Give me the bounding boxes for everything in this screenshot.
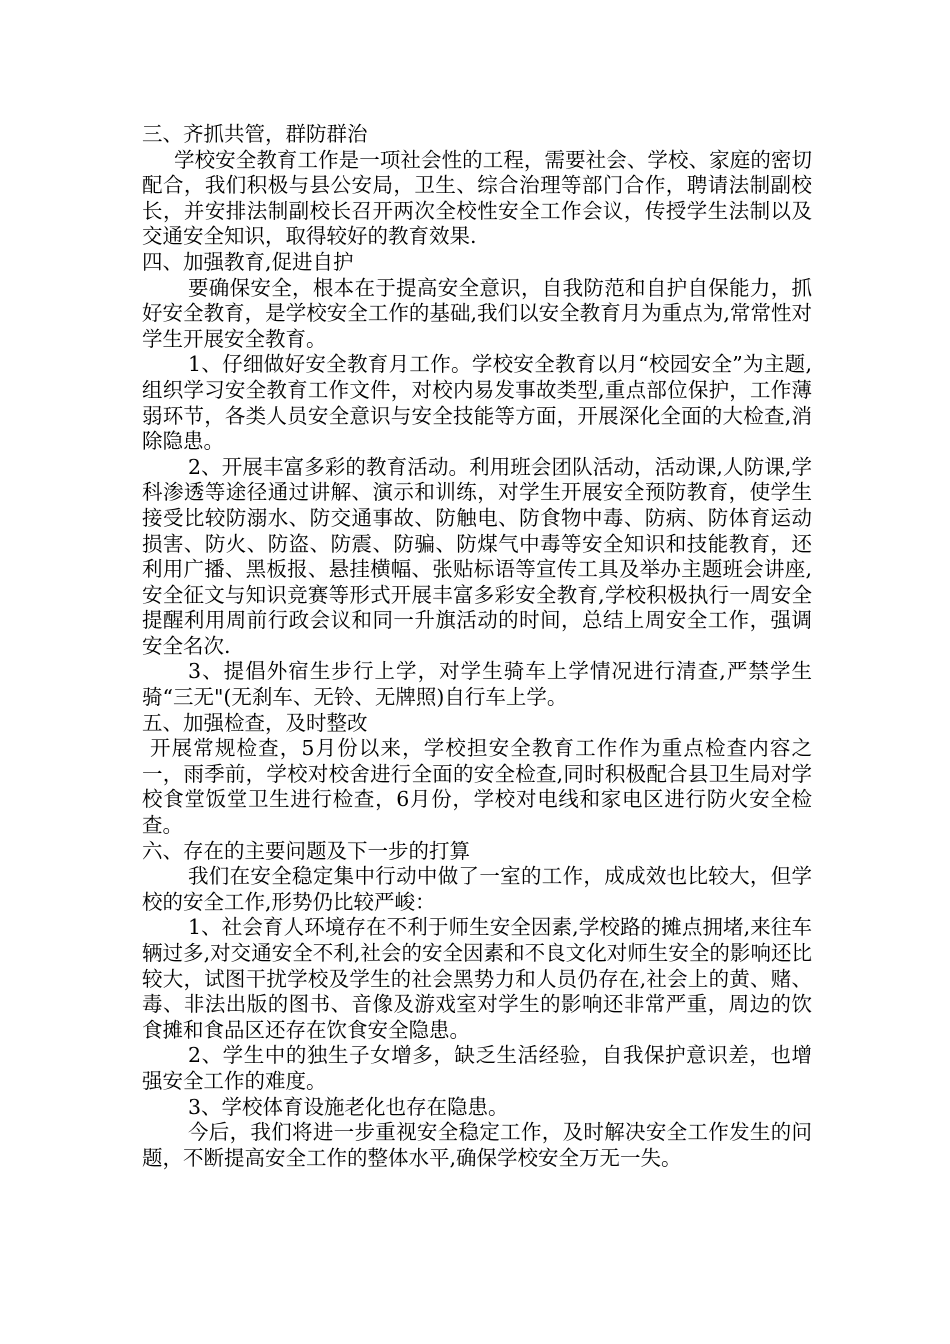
heading-section-6: 六、存在的主要问题及下一步的打算 — [142, 838, 470, 863]
paragraph: 2、开展丰富多彩的教育活动。利用班会团队活动，活动课,人防课,学科渗透等途径通过讲解、演示和训练，对学生开展安全预防教育，使学生接受比较防溺水、防交通事故、防触电、防食物中毒、防病、防体育运动损害、防火、防盗、防震、防骗、防煤气中毒等安全知识和技能教育，还利用广播、黑板报、悬挂横幅、张贴标语等宣传工具及举办主题班会讲座,安全征文与知识竞赛等形式开展丰富多彩安全教育,学校积极执行一周安全提醒利用周前行政会议和同一升旗活动的时间，总结上周安全工作，强调安全名次. — [142, 454, 812, 658]
paragraph: 今后，我们将进一步重视安全稳定工作，及时解决安全工作发生的问题，不断提高安全工作的整体水平,确保学校安全万无一失。 — [142, 1120, 812, 1170]
paragraph: 要确保安全，根本在于提高安全意识，自我防范和自护自保能力，抓好安全教育，是学校安全工作的基础,我们以安全教育月为重点为,常常性对学生开展安全教育。 — [142, 275, 812, 351]
paragraph: 1、社会育人环境存在不利于师生安全因素,学校路的摊点拥堵,来往车辆过多,对交通安全不利,社会的安全因素和不良文化对师生安全的影响还比较大，试图干扰学校及学生的社会黑势力和人员仍存在,社会上的黄、赌、毒、非法出版的图书、音像及游戏室对学生的影响还非常严重，周边的饮食摊和食品区还存在饮食安全隐患。 — [142, 915, 812, 1042]
paragraph: 开展常规检查，5月份以来，学校担安全教育工作作为重点检查内容之一，雨季前，学校对校舍进行全面的安全检查,同时积极配合县卫生局对学校食堂饭堂卫生进行检查，6月份，学校对电线和家电区进行防火安全检查。 — [142, 736, 812, 838]
paragraph: 3、提倡外宿生步行上学，对学生骑车上学情况进行清查,严禁学生骑“三无"(无刹车、无铃、无牌照)自行车上学。 — [142, 659, 812, 710]
heading-section-5: 五、加强检查，及时整改 — [142, 710, 368, 735]
document-body — [142, 122, 812, 1171]
paragraph: 1、仔细做好安全教育月工作。学校安全教育以月“校园安全”为主题,组织学习安全教育工作文件，对校内易发事故类型,重点部位保护，工作薄弱环节，各类人员安全意识与安全技能等方面，开展深化全面的大检查,消除隐患。 — [142, 352, 812, 454]
heading-section-3: 三、齐抓共管，群防群治 — [142, 122, 368, 146]
heading-section-4: 四、加强教育,促进自护 — [142, 249, 354, 274]
paragraph: 2、学生中的独生子女增多，缺乏生活经验，自我保护意识差，也增强安全工作的难度。 — [142, 1043, 812, 1093]
paragraph: 我们在安全稳定集中行动中做了一室的工作，成成效也比较大，但学校的安全工作,形势仍比较严峻： — [142, 864, 812, 914]
paragraph: 3、学校体育设施老化也存在隐患。 — [188, 1094, 509, 1119]
paragraph: 学校安全教育工作是一项社会性的工程，需要社会、学校、家庭的密切配合，我们积极与县公安局，卫生、综合治理等部门合作，聘请法制副校长，并安排法制副校长召开两次全校性安全工作会议，传授学生法制以及交通安全知识，取得较好的教育效果. — [142, 147, 812, 249]
